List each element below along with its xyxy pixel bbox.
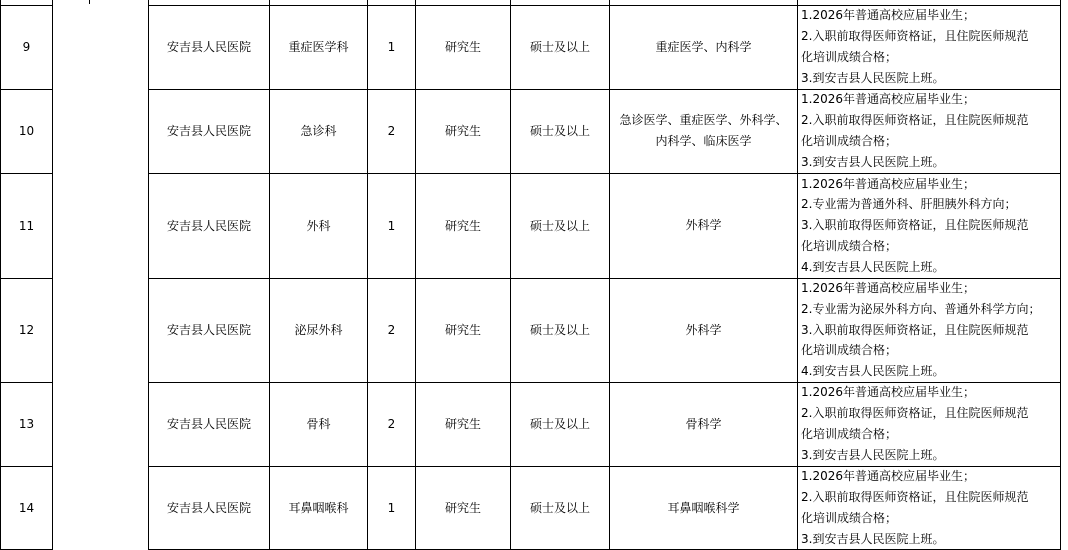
cell-count: 2	[387, 417, 396, 431]
cell-education: 研究生	[444, 323, 481, 337]
cell-no: 12	[18, 323, 35, 337]
cell-requirements	[801, 466, 1058, 549]
cell-hospital: 安吉县人民医院	[166, 417, 251, 431]
requirement-line: 3.入职前取得医师资格证，且住院医师规范	[801, 218, 1029, 233]
cell-education: 研究生	[444, 40, 481, 54]
requirement-line: 2.入职前取得医师资格证，且住院医师规范	[801, 29, 1029, 44]
cell-hospital: 安吉县人民医院	[166, 323, 251, 337]
cell-department: 重症医学科	[288, 40, 349, 54]
column-border	[89, 0, 90, 4]
cell-department: 耳鼻咽喉科	[288, 501, 349, 515]
cell-degree: 硕士及以上	[529, 323, 590, 337]
cell-major: 重症医学、内科学	[655, 39, 752, 54]
cell-no: 9	[22, 40, 31, 54]
column-border	[1060, 0, 1061, 550]
requirement-line: 3.到安吉县人民医院上班。	[801, 70, 945, 85]
cell-no: 10	[18, 124, 35, 138]
table-row	[0, 173, 1060, 278]
requirement-line: 1.2026年普通高校应届毕业生；	[801, 8, 975, 23]
cell-education: 研究生	[444, 417, 481, 431]
cell-major: 骨科学	[685, 416, 722, 431]
cell-department: 泌尿外科	[294, 323, 343, 337]
requirement-line: 化培训成绩合格；	[801, 510, 898, 525]
cell-no: 14	[18, 501, 35, 515]
cell-no: 13	[18, 417, 35, 431]
requirement-line: 2.入职前取得医师资格证，且住院医师规范	[801, 113, 1029, 128]
requirement-line: 3.到安吉县人民医院上班。	[801, 447, 945, 462]
cell-hospital: 安吉县人民医院	[166, 218, 251, 233]
cell-count: 1	[387, 218, 396, 233]
requirement-line: 2.入职前取得医师资格证，且住院医师规范	[801, 490, 1029, 505]
requirement-line: 化培训成绩合格；	[801, 426, 898, 441]
cell-requirements	[801, 174, 1058, 278]
requirement-line: 2.专业需为普通外科、肝胆胰外科方向；	[801, 197, 1017, 212]
cell-department: 骨科	[306, 417, 331, 431]
requirement-line: 4.到安吉县人民医院上班。	[801, 259, 945, 274]
table-row	[0, 466, 1060, 550]
requirement-line: 3.到安吉县人民医院上班。	[801, 531, 945, 546]
cell-degree: 硕士及以上	[529, 40, 590, 54]
requirement-line: 1.2026年普通高校应届毕业生；	[801, 281, 975, 295]
cell-count: 2	[387, 124, 396, 138]
requirement-line: 2.入职前取得医师资格证，且住院医师规范	[801, 406, 1029, 421]
cell-degree: 硕士及以上	[529, 124, 590, 138]
cell-hospital: 安吉县人民医院	[166, 501, 251, 515]
cell-requirements	[801, 278, 1058, 382]
requirement-line: 2.专业需为泌尿外科方向、普通外科学方向；	[801, 301, 1041, 316]
table-row	[0, 278, 1060, 382]
requirement-line: 1.2026年普通高校应届毕业生；	[801, 385, 975, 400]
cell-department: 急诊科	[300, 124, 337, 138]
cell-requirements	[801, 5, 1058, 88]
cell-degree: 硕士及以上	[529, 417, 590, 431]
cell-requirements	[801, 89, 1058, 172]
cell-major: 急诊医学、重症医学、外科学、内科学、临床医学	[619, 113, 788, 148]
requirement-line: 4.到安吉县人民医院上班。	[801, 364, 945, 379]
cell-count: 1	[387, 501, 396, 515]
cell-major: 耳鼻咽喉科学	[667, 500, 740, 515]
requirement-line: 1.2026年普通高校应届毕业生；	[801, 176, 975, 191]
requirement-line: 化培训成绩合格；	[801, 343, 898, 358]
table-row	[0, 89, 1060, 173]
cell-department: 外科	[306, 218, 331, 233]
cell-education: 研究生	[444, 124, 481, 138]
requirement-line: 1.2026年普通高校应届毕业生；	[801, 469, 975, 484]
cell-hospital: 安吉县人民医院	[166, 40, 251, 54]
requirement-line: 化培训成绩合格；	[801, 238, 898, 253]
cell-major: 外科学	[685, 218, 722, 232]
requirement-line: 1.2026年普通高校应届毕业生；	[801, 92, 975, 107]
cell-major: 外科学	[685, 322, 722, 337]
requirement-line: 3.入职前取得医师资格证，且住院医师规范	[801, 322, 1029, 337]
cell-no: 11	[18, 218, 35, 233]
cell-hospital: 安吉县人民医院	[166, 124, 251, 138]
cell-degree: 硕士及以上	[529, 501, 590, 515]
table-row	[0, 5, 1060, 89]
cell-degree: 硕士及以上	[529, 218, 590, 233]
cell-count: 2	[387, 323, 396, 337]
requirement-line: 3.到安吉县人民医院上班。	[801, 154, 945, 169]
table-row	[0, 382, 1060, 466]
cell-count: 1	[387, 40, 396, 54]
requirement-line: 化培训成绩合格；	[801, 49, 898, 64]
cell-requirements	[801, 382, 1058, 465]
requirement-line: 化培训成绩合格；	[801, 133, 898, 148]
cell-education: 研究生	[444, 501, 481, 515]
cell-education: 研究生	[444, 218, 481, 233]
